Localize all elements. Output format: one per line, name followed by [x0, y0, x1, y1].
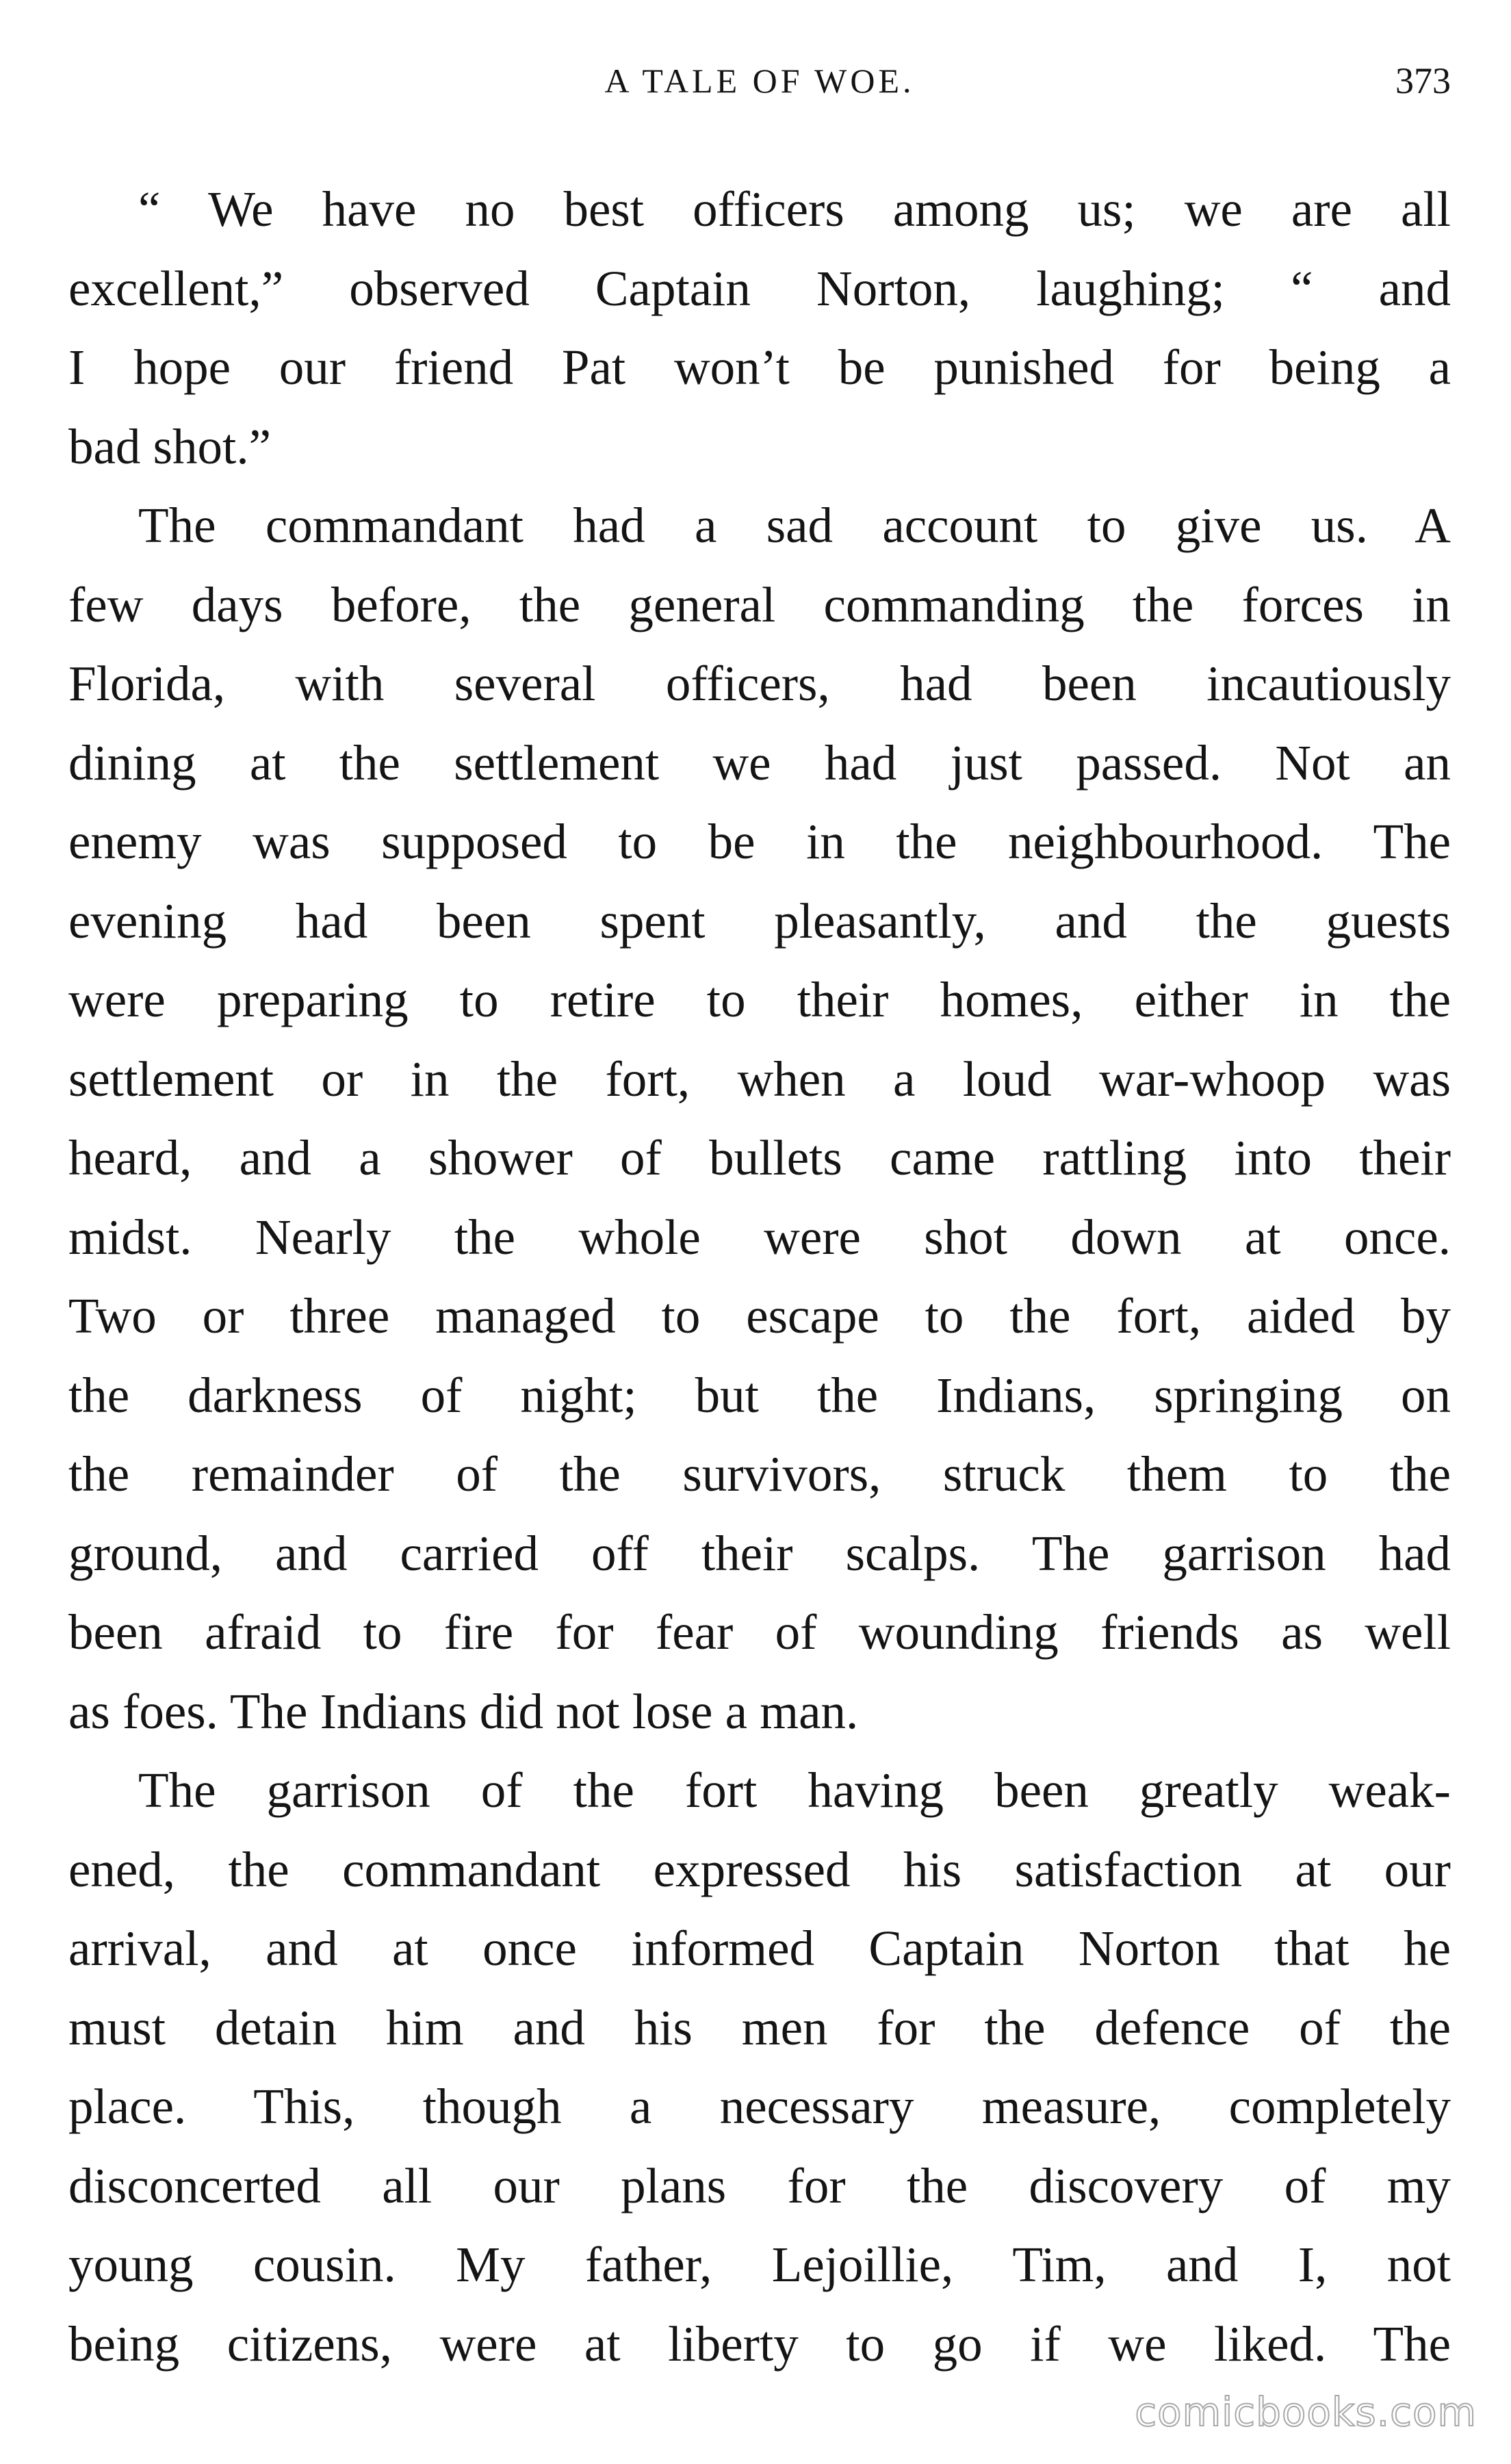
page-header — [68, 53, 1451, 108]
text-line: heard, and a shower of bullets came rattling into their — [68, 1130, 1451, 1185]
body-text — [68, 170, 1451, 2383]
text-line: Two or three managed to escape to the fort, aided by — [68, 1288, 1451, 1344]
paragraph-2 — [68, 486, 1451, 1751]
text-line: I hope our friend Pat won’t be punished for being a — [68, 339, 1451, 395]
text-line: enemy was supposed to be in the neighbourhood. The — [68, 814, 1451, 869]
text-line: must detain him and his men for the defence of the — [68, 1999, 1451, 2055]
text-line: the remainder of the survivors, struck them to the — [68, 1446, 1451, 1502]
text-line: been afraid to fire for fear of wounding friends as well — [68, 1604, 1451, 1660]
text-line: midst. Nearly the whole were shot down at once. — [68, 1209, 1451, 1265]
text-line: arrival, and at once informed Captain Norton that he — [68, 1921, 1451, 1976]
text-line: settlement or in the fort, when a loud war-whoop was — [68, 1051, 1451, 1107]
text-line: The garrison of the fort having been greatly weak- — [138, 1762, 1451, 1818]
text-line: ened, the commandant expressed his satisfaction at our — [68, 1841, 1451, 1897]
text-line: being citizens, were at liberty to go if we liked. The — [68, 2315, 1451, 2372]
text-line: place. This, though a necessary measure, completely — [68, 2079, 1451, 2134]
text-line: excellent,” observed Captain Norton, laughing; “ and — [68, 260, 1451, 316]
page-number: 373 — [1395, 60, 1451, 101]
text-line: bad shot.” — [68, 418, 271, 474]
text-line: the darkness of night; but the Indians, springing on — [68, 1367, 1451, 1423]
watermark: comicbooks.com — [1135, 2389, 1477, 2435]
running-title: A TALE OF WOE. — [604, 62, 915, 100]
text-line: young cousin. My father, Lejoillie, Tim, and I, not — [68, 2237, 1451, 2292]
text-line: few days before, the general commanding the forces in — [68, 576, 1451, 632]
text-line: dining at the settlement we had just passed. Not an — [68, 734, 1451, 791]
text-line: ground, and carried off their scalps. The garrison had — [68, 1525, 1451, 1581]
text-line: Florida, with several officers, had been incautiously — [68, 656, 1451, 711]
text-line: “ We have no best officers among us; we are all — [138, 181, 1451, 237]
text-line: as foes. The Indians did not lose a man. — [68, 1683, 859, 1739]
text-line: were preparing to retire to their homes, either in the — [68, 972, 1451, 1027]
text-line: disconcerted all our plans for the discovery of my — [68, 2157, 1451, 2213]
paragraph-1 — [68, 170, 1451, 486]
paragraph-3 — [68, 1751, 1451, 2383]
text-line: The commandant had a sad account to give us. A — [138, 498, 1451, 553]
text-line: evening had been spent pleasantly, and the guests — [68, 893, 1451, 949]
